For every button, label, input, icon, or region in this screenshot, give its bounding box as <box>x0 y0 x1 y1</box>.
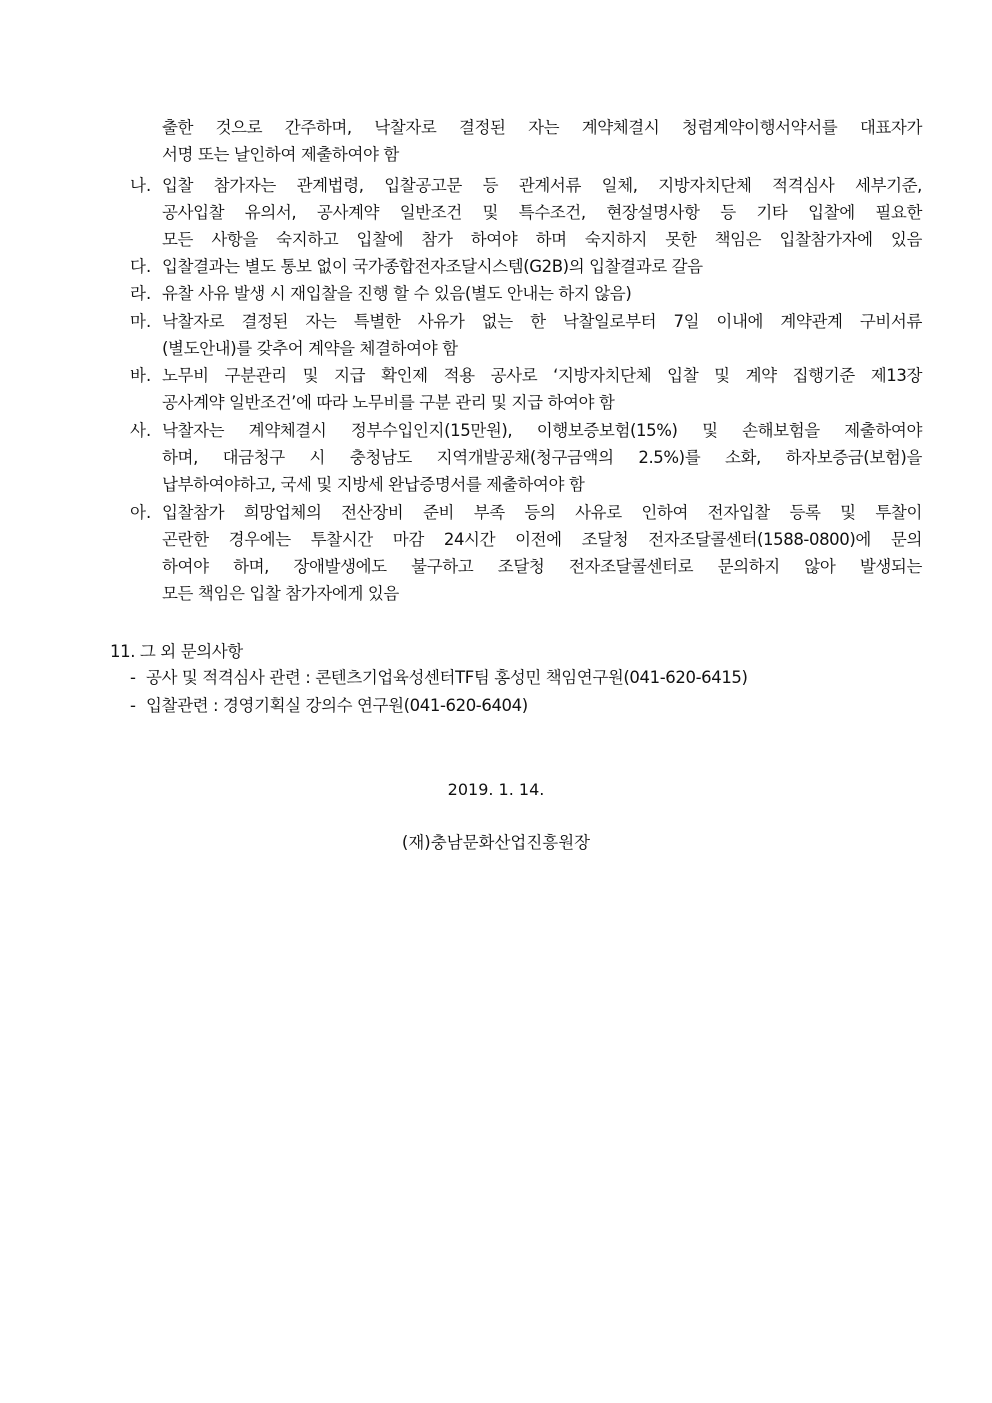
item-marker-ba: 바. <box>130 366 152 385</box>
contact-construction: 공사 및 적격심사 관련 : 콘텐츠기업육성센터TF팀 홍성민 책임연구원(041-620-6415) <box>146 668 748 687</box>
item-sa-line-1: 낙찰자는 계약체결시 정부수입인지(15만원), 이행보증보험(15%) 및 손해보험을 제출하여야 <box>162 421 922 440</box>
item-a-line-3: 하여야 하며, 장애발생에도 불구하고 조달청 전자조달콜센터로 문의하지 않아 발생되는 <box>162 557 922 576</box>
item-a-line-4: 모든 책임은 입찰 참가자에게 있음 <box>162 584 399 603</box>
item-marker-sa: 사. <box>130 421 152 440</box>
item-da-line-1: 입찰결과는 별도 통보 없이 국가종합전자조달시스템(G2B)의 입찰결과로 갈음 <box>162 257 703 276</box>
item-na-line-3: 모든 사항을 숙지하고 입찰에 참가 하여야 하며 숙지하지 못한 책임은 입찰참가자에 있음 <box>162 230 922 249</box>
item-na-line-1: 입찰 참가자는 관계법령, 입찰공고문 등 관계서류 일체, 지방자치단체 적격심사 세부기준, <box>162 176 922 195</box>
item-marker-ra: 라. <box>130 284 152 303</box>
document-date: 2019. 1. 14. <box>447 780 545 799</box>
item-ba-line-2: 공사계약 일반조건’에 따라 노무비를 구분 관리 및 지급 하여야 함 <box>162 393 615 412</box>
item-ma-line-1: 낙찰자로 결정된 자는 특별한 사유가 없는 한 낙찰일로부터 7일 이내에 계약관계 구비서류 <box>162 312 922 331</box>
item-marker-da: 다. <box>130 257 152 276</box>
item-sa-line-3: 납부하여야하고, 국세 및 지방세 완납증명서를 제출하여야 함 <box>162 475 585 494</box>
item-continuation-line-2: 서명 또는 날인하여 제출하여야 함 <box>162 145 399 164</box>
item-ra-line-1: 유찰 사유 발생 시 재입찰을 진행 할 수 있음(별도 안내는 하지 않음) <box>162 284 632 303</box>
issuer-name: (재)충남문화산업진흥원장 <box>401 833 591 852</box>
item-ma-line-2: (별도안내)를 갖추어 계약을 체결하여야 함 <box>162 339 458 358</box>
bullet-dash-2: - <box>130 696 136 715</box>
item-marker-na: 나. <box>130 176 152 195</box>
item-a-line-1: 입찰참가 희망업체의 전산장비 준비 부족 등의 사유로 인하여 전자입찰 등록 및 투찰이 <box>162 503 922 522</box>
item-a-line-2: 곤란한 경우에는 투찰시간 마감 24시간 이전에 조달청 전자조달콜센터(1588-0800)에 문의 <box>162 530 922 549</box>
item-na-line-2: 공사입찰 유의서, 공사계약 일반조건 및 특수조건, 현장설명사항 등 기타 입찰에 필요한 <box>162 203 922 222</box>
bullet-dash-1: - <box>130 668 136 687</box>
item-continuation-line-1: 출한 것으로 간주하며, 낙찰자로 결정된 자는 계약체결시 청렴계약이행서약서를 대표자가 <box>162 118 922 137</box>
section-11-heading: 11. 그 외 문의사항 <box>110 642 243 661</box>
item-ba-line-1: 노무비 구분관리 및 지급 확인제 적용 공사로 ‘지방자치단체 입찰 및 계약 집행기준 제13장 <box>162 366 922 385</box>
item-marker-a: 아. <box>130 503 152 522</box>
contact-bidding: 입찰관련 : 경영기획실 강의수 연구원(041-620-6404) <box>146 696 528 715</box>
item-sa-line-2: 하며, 대금청구 시 충청남도 지역개발공채(청구금액의 2.5%)를 소화, 하자보증금(보험)을 <box>162 448 922 467</box>
item-marker-ma: 마. <box>130 312 152 331</box>
